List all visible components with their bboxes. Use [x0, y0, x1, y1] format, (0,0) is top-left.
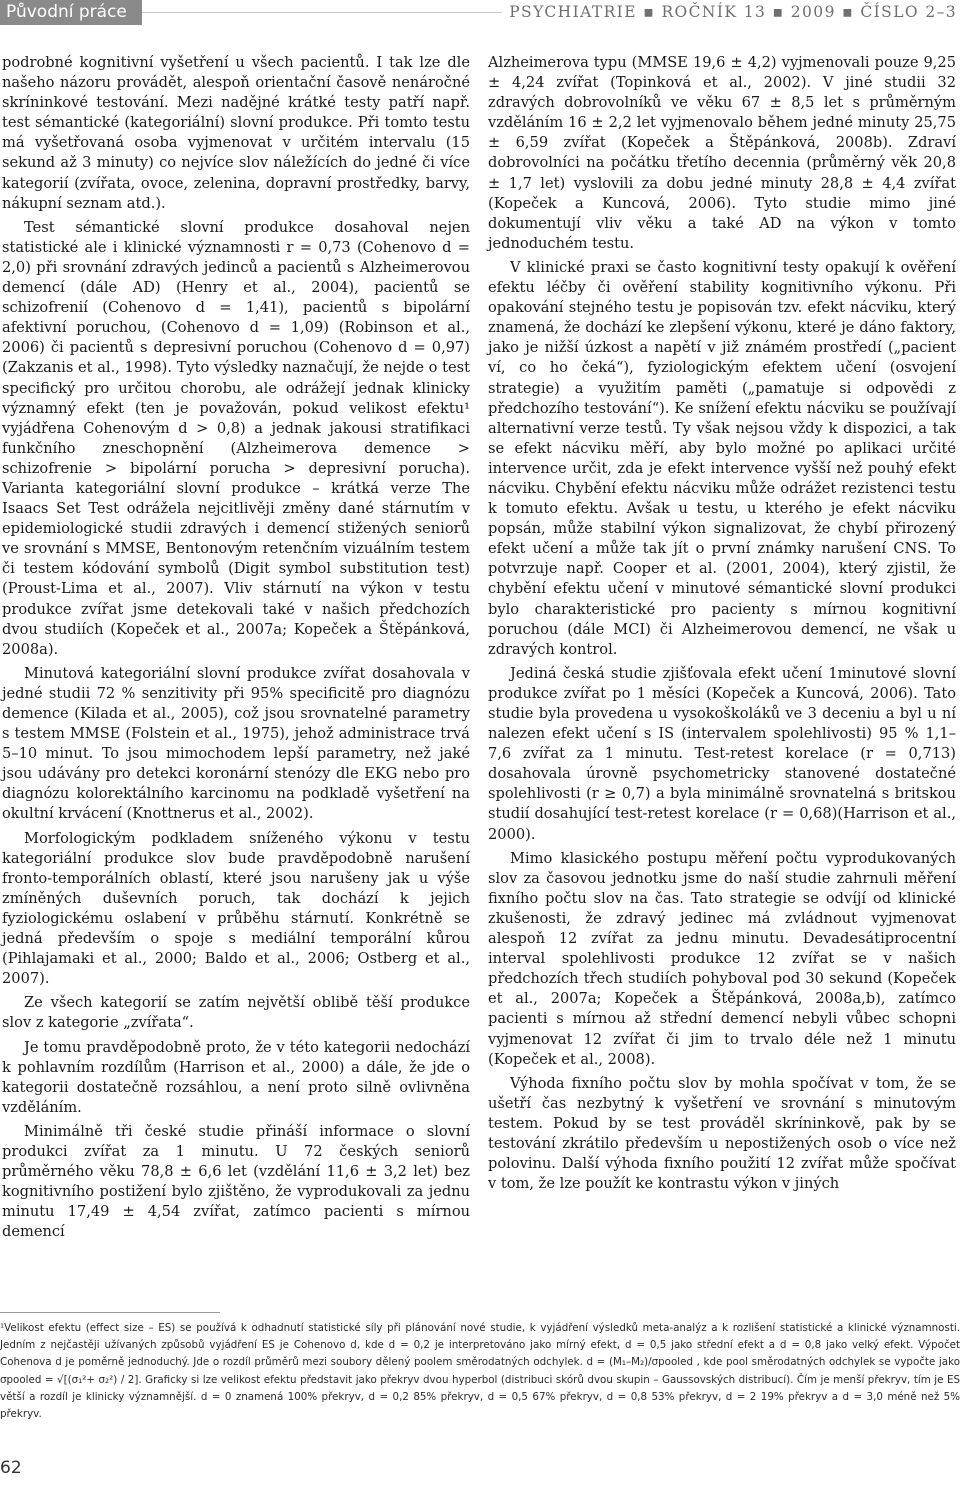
journal-info: PSYCHIATRIE ▪ ROČNÍK 13 ▪ 2009 ▪ ČÍSLO 2–3	[509, 3, 957, 21]
paragraph: Výhoda fixního počtu slov by mohla spočívat v tom, že se ušetří čas nezbytný k vyšetření ve srovnání s minutovým testem. Pokud by se test prováděl skríninkově, pak by se testování zkrátilo především u nepostižených osob o více než polovinu. Další výhoda fixního použití 12 zvířat může spočívat v tom, že lze použít ke kontrastu výkon v jiných	[488, 1074, 956, 1193]
paragraph: Mimo klasického postupu měření počtu vyprodukovaných slov za časovou jednotku jsme do naší studie zahrnuli měření fixního počtu slov na čas. Tato strategie se odvíjí od klinické zkušenosti, že zdravý jedinec má zvládnout vyjmenovat alespoň 12 zvířat za jednu minutu. Devadesátiprocentní interval spolehlivosti produkce 12 zvířat se v našich předchozích třech studiích pohyboval pod 30 sekund (Kopeček et al., 2007a; Kopeček a Štěpánková, 2008a,b), zatímco pacienti s mírnou až střední demencí nebyli vůbec schopni vyjmenovat 12 zvířat či jim to trvalo déle než 1 minutu (Kopeček et al., 2008).	[488, 849, 956, 1068]
header-rule	[142, 12, 502, 13]
paragraph: Morfologickým podkladem sníženého výkonu v testu kategoriální produkce slov bude pravděpodobně narušení fronto-temporálních oblastí, které jsou narušeny jak u výše zmíněných duševních poruch, tak dochází k jejich fyziologickému oslabení v průběhu stárnutí. Konkrétně se jedná především o spoje s mediální temporální kůrou (Pihlajamaki et al., 2000; Baldo et al., 2006; Ostberg et al., 2007).	[2, 829, 470, 988]
paragraph: podrobné kognitivní vyšetření u všech pacientů. I tak lze dle našeho názoru provádět, alespoň orientační časově nenáročné skríninkové testování. Mezi nadějné krátké testy patří např. test sémantické (kategoriální) slovní produkce. Při tomto testu má vyšetřovaná osoba vyjmenovat v určitém intervalu (15 sekund až 3 minuty) co nejvíce slov náležících do jedné či více kategorií (zvířata, ovoce, zelenina, dopravní prostředky, barvy, nákupní seznam atd.).	[2, 54, 470, 212]
paragraph: Minutová kategoriální slovní produkce zvířat dosahovala v jedné studii 72 % senzitivity při 95% specificitě pro diagnózu demence (Kilada et al., 2005), což jsou srovnatelné parametry s testem MMSE (Folstein et al., 1975), jehož administrace trvá 5–10 minut. To jsou mimochodem lepší parametry, než jaké jsou udávány pro detekci koronární stenózy dle EKG nebo pro diagnózu kolorektálního karcinomu na podkladě vyšetření na okultní krvácení (Knottnerus et al., 2002).	[2, 664, 470, 823]
paragraph: Alzheimerova typu (MMSE 19,6 ± 4,2) vyjmenovali pouze 9,25 ± 4,24 zvířat (Topinková et al., 2002). V jiné studii 32 zdravých dobrovolníků ve věku 67 ± 8,5 let s průměrným vzděláním 16 ± 2,2 let vyjmenovalo během jedné minuty 25,75 ± 6,59 zvířat (Kopeček a Štěpánková, 2008b). Zdraví dobrovolníci na počátku třetího decennia (průměrný věk 20,8 ± 1,7 let) vyslovili za dobu jedné minuty 28,8 ± 4,4 zvířat (Kopeček a Kuncová, 2006). Tyto studie mimo jiné dokumentují vliv věku a také AD na výkon v tomto jednoduchém testu.	[488, 54, 956, 252]
page-number: 62	[0, 1458, 22, 1478]
footnote: ¹Velikost efektu (effect size – ES) se používá k odhadnutí statistické síly při plánování nové studie, k vyjádření výsledků meta-analýz a k rozlišení statistické a klinické významnosti. Jedním z nejčastěji užívaných způsobů vyjádření ES je Cohenovo d, kde d = 0,2 je interpretováno jako mírný efekt, d = 0,5 jako střední efekt a d = 0,8 jako velký efekt. Výpočet Cohenova d je poměrně jednoduchý. Jde o rozdíl průměrů mezi soubory dělený poolem směrodatných odchylek. d = (M₁–M₂)/σpooled , kde pool směrodatných odchylek se vypočte jako σpooled = √[(σ₁²+ σ₂²) / 2]. Graficky si lze velikost efektu představit jako překryv dvou hyperbol (distribuci skórů dvou skupin – Gaussovských distribucí). Čím je menší překryv, tím je ES větší a rozdíl je klinicky významnější. d = 0 znamená 100% překryv, d = 0,2 85% překryv, d = 0,5 67% překryv, d = 0,8 53% překryv, d = 2 19% překryv a d = 3,0 méně než 5% překryv.	[0, 1322, 960, 1421]
section-tab	[0, 0, 500, 25]
paragraph: Ze všech kategorií se zatím největší oblibě těší produkce slov z kategorie „zvířata“.	[2, 994, 470, 1032]
page-header	[0, 0, 960, 40]
paragraph: Test sémantické slovní produkce dosahoval nejen statistické ale i klinické významnosti r = 0,73 (Cohenovo d = 2,0) při srovnání zdravých jedinců a pacientů s Alzheimerovou demencí (dále AD) (Henry et al., 2004), pacientů se schizofrenií (Cohenovo d = 1,41), pacientů s bipolární afektivní poruchou, (Cohenovo d = 1,09) (Robinson et al., 2006) či pacientů s depresivní poruchou (Cohenovo d = 0,97) (Zakzanis et al., 1998). Tyto výsledky naznačují, že nejde o test specifický pro určitou chorobu, ale odrážejí jednak klinicky významný efekt (ten je považován, pokud velikost efektu¹ vyjádřena Cohenovým d > 0,8) a jednak jakousi stratifikaci funkčního zneschopnění (Alzheimerova demence > schizofrenie > bipolární porucha > depresivní porucha). Varianta kategoriální slovní produkce – krátká verze The Isaacs Set Test odrážela nejcitlivěji změny dané stárnutím v epidemiologické studii zdravých i demencí stižených seniorů ve srovnání s MMSE, Bentonovým retenčním vizuálním testem či testem kódování symbolů (Digit symbol substitution test)(Proust-Lima et al., 2007). Vliv stárnutí na výkon v testu produkce zvířat jsme detekovali také v našich předchozích dvou studiích (Kopeček et al., 2007a; Kopeček a Štěpánková, 2008a).	[2, 218, 470, 658]
left-column	[2, 53, 470, 1246]
paragraph: Je tomu pravděpodobně proto, že v této kategorii nedochází k pohlavním rozdílům (Harrison et al., 2000) a dále, že jde o kategorii dostatečně rozsáhlou, a není proto silně ovlivněna vzděláním.	[2, 1038, 470, 1116]
paragraph: Minimálně tři české studie přináší informace o slovní produkci zvířat za 1 minutu. U 72 českých seniorů průměrného věku 78,8 ± 6,6 let (vzdělání 11,6 ± 3,2 let) bez kognitivního postižení bylo zjištěno, že vyprodukovali za jednu minutu 17,49 ± 4,54 zvířat, zatímco pacienti s mírnou demencí	[2, 1122, 470, 1241]
footnote-separator	[0, 1312, 220, 1313]
right-column	[488, 53, 956, 1198]
paragraph: Jediná česká studie zjišťovala efekt učení 1minutové slovní produkce zvířat po 1 měsíci (Kopeček a Kuncová, 2006). Tato studie byla provedena u vysokoškoláků ve 3 deceniu a byl u ní nalezen efekt učení s IS (intervalem spolehlivosti) 95 % 1,1–7,6 zvířat za 1 minutu. Test-retest korelace (r = 0,713) dosahovala úrovně psychometricky stanovené dostatečné spolehlivosti (r ≥ 0,7) a byla minimálně srovnatelná s britskou studií dosahující test-retest korelace (r = 0,68)(Harrison et al., 2000).	[488, 664, 956, 843]
paragraph: V klinické praxi se často kognitivní testy opakují k ověření efektu léčby či ověření stability kognitivního výkonu. Při opakování stejného testu je popisován tzv. efekt nácviku, který znamená, že dochází ke zlepšení výkonu, které je dáno faktory, jako je nižší úzkost a napětí v již známém prostředí („pacient ví, co ho čeká“), fyziologickým efektem učení (osvojení strategie) a využitím paměti („pamatuje si odpovědi z předchozího testování“). Ke snížení efektu nácviku se používají alternativní verze testů. Ty však nejsou vždy k dispozici, a tak se efekt nácviku měří, aby bylo možné po aplikaci určité intervence určit, zda je efekt intervence vyšší než pouhý efekt nácviku. Chybění efektu nácviku může odrážet rezistenci testu k tomuto efektu. Avšak u testu, u kterého je efekt nácviku popsán, může stabilní výkon signalizovat, že chybí přirozený efekt učení a může tak jít o první známky narušení CNS. To potvrzuje např. Cooper et al. (2001, 2004), který zjistil, že chybění efektu učení v minutové sémantické slovní produkci bylo charakteristické pro pacienty s mírnou kognitivní poruchou (dále MCI) či Alzheimerovou demencí, ne však u zdravých kontrol.	[488, 258, 956, 658]
section-label: Původní práce	[6, 2, 127, 22]
